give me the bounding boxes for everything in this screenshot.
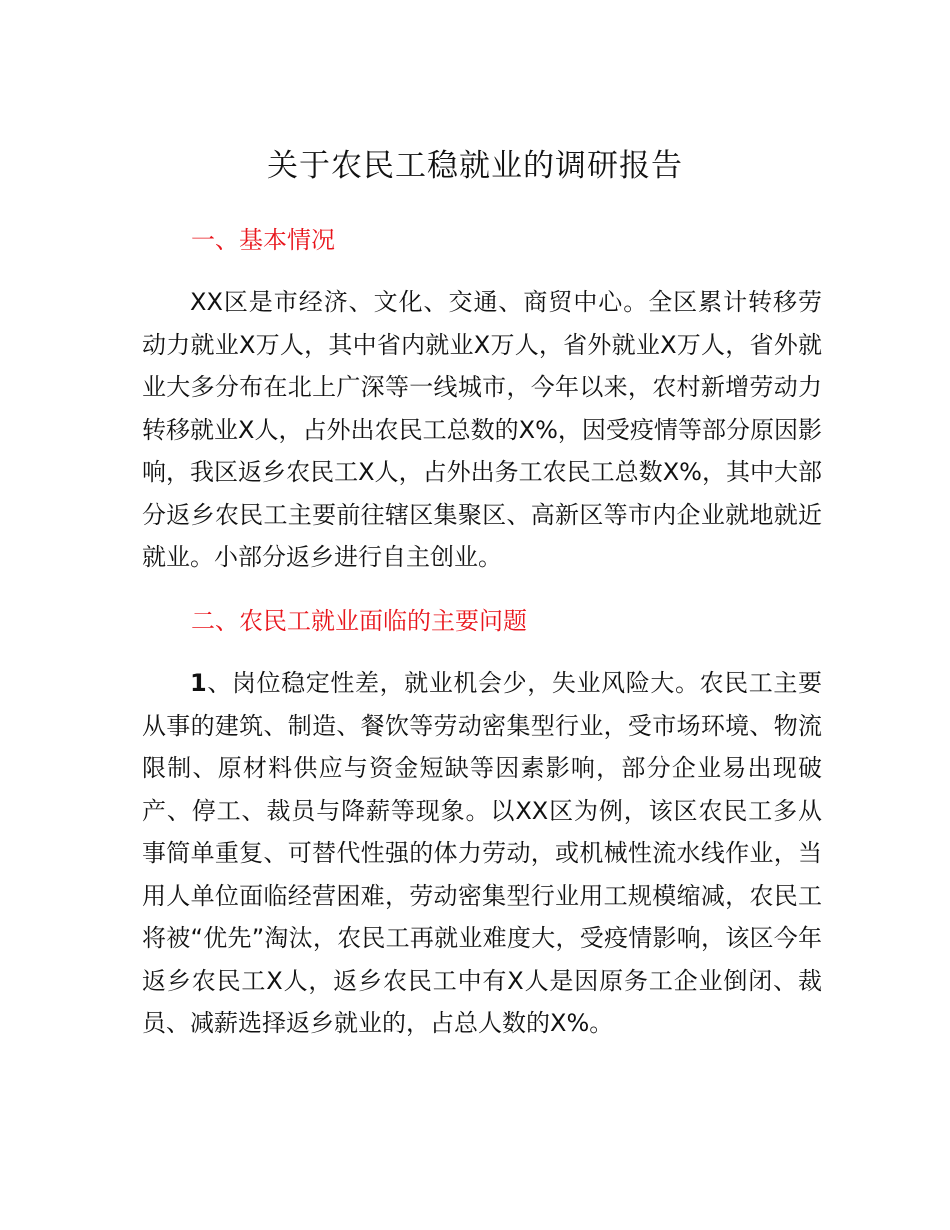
item-text: 、岗位稳定性差，就业机会少，失业风险大。农民工主要从事的建筑、制造、餐饮等劳动密集型行业，受市场环境、物流限制、原材料供应与资金短缺等因素影响，部分企业易出现破产、停工、裁员与降薪等现象。以XX区为例，该区农民工多从事简单重复、可替代性强的体力劳动，或机械性流水线作业，当用人单位面临经营困难，劳动密集型行业用工规模缩减，农民工将被“优先”淘汰，农民工再就业难度大，受疫情影响，该区今年返乡农民工X人，返乡农民工中有X人是因原务工企业倒闭、裁员、减薪选择返乡就业的，占总人数的X%。 bbox=[142, 669, 822, 1037]
section-paragraph-main-problems bbox=[142, 662, 822, 1045]
section-heading-basic-situation: 一、基本情况 bbox=[191, 226, 335, 254]
item-number: 1 bbox=[190, 669, 207, 697]
section-heading-main-problems: 二、农民工就业面临的主要问题 bbox=[191, 607, 527, 635]
document-title: 关于农民工稳就业的调研报告 bbox=[267, 148, 683, 184]
section-paragraph-basic-situation: XX区是市经济、文化、交通、商贸中心。全区累计转移劳动力就业X万人，其中省内就业X万人，省外就业X万人，省外就业大多分布在北上广深等一线城市，今年以来，农村新增劳动力转移就业X人，占外出农民工总数的X%，因受疫情等部分原因影响，我区返乡农民工X人，占外出务工农民工总数X%，其中大部分返乡农民工主要前往辖区集聚区、高新区等市内企业就地就近就业。小部分返乡进行自主创业。 bbox=[142, 288, 822, 571]
